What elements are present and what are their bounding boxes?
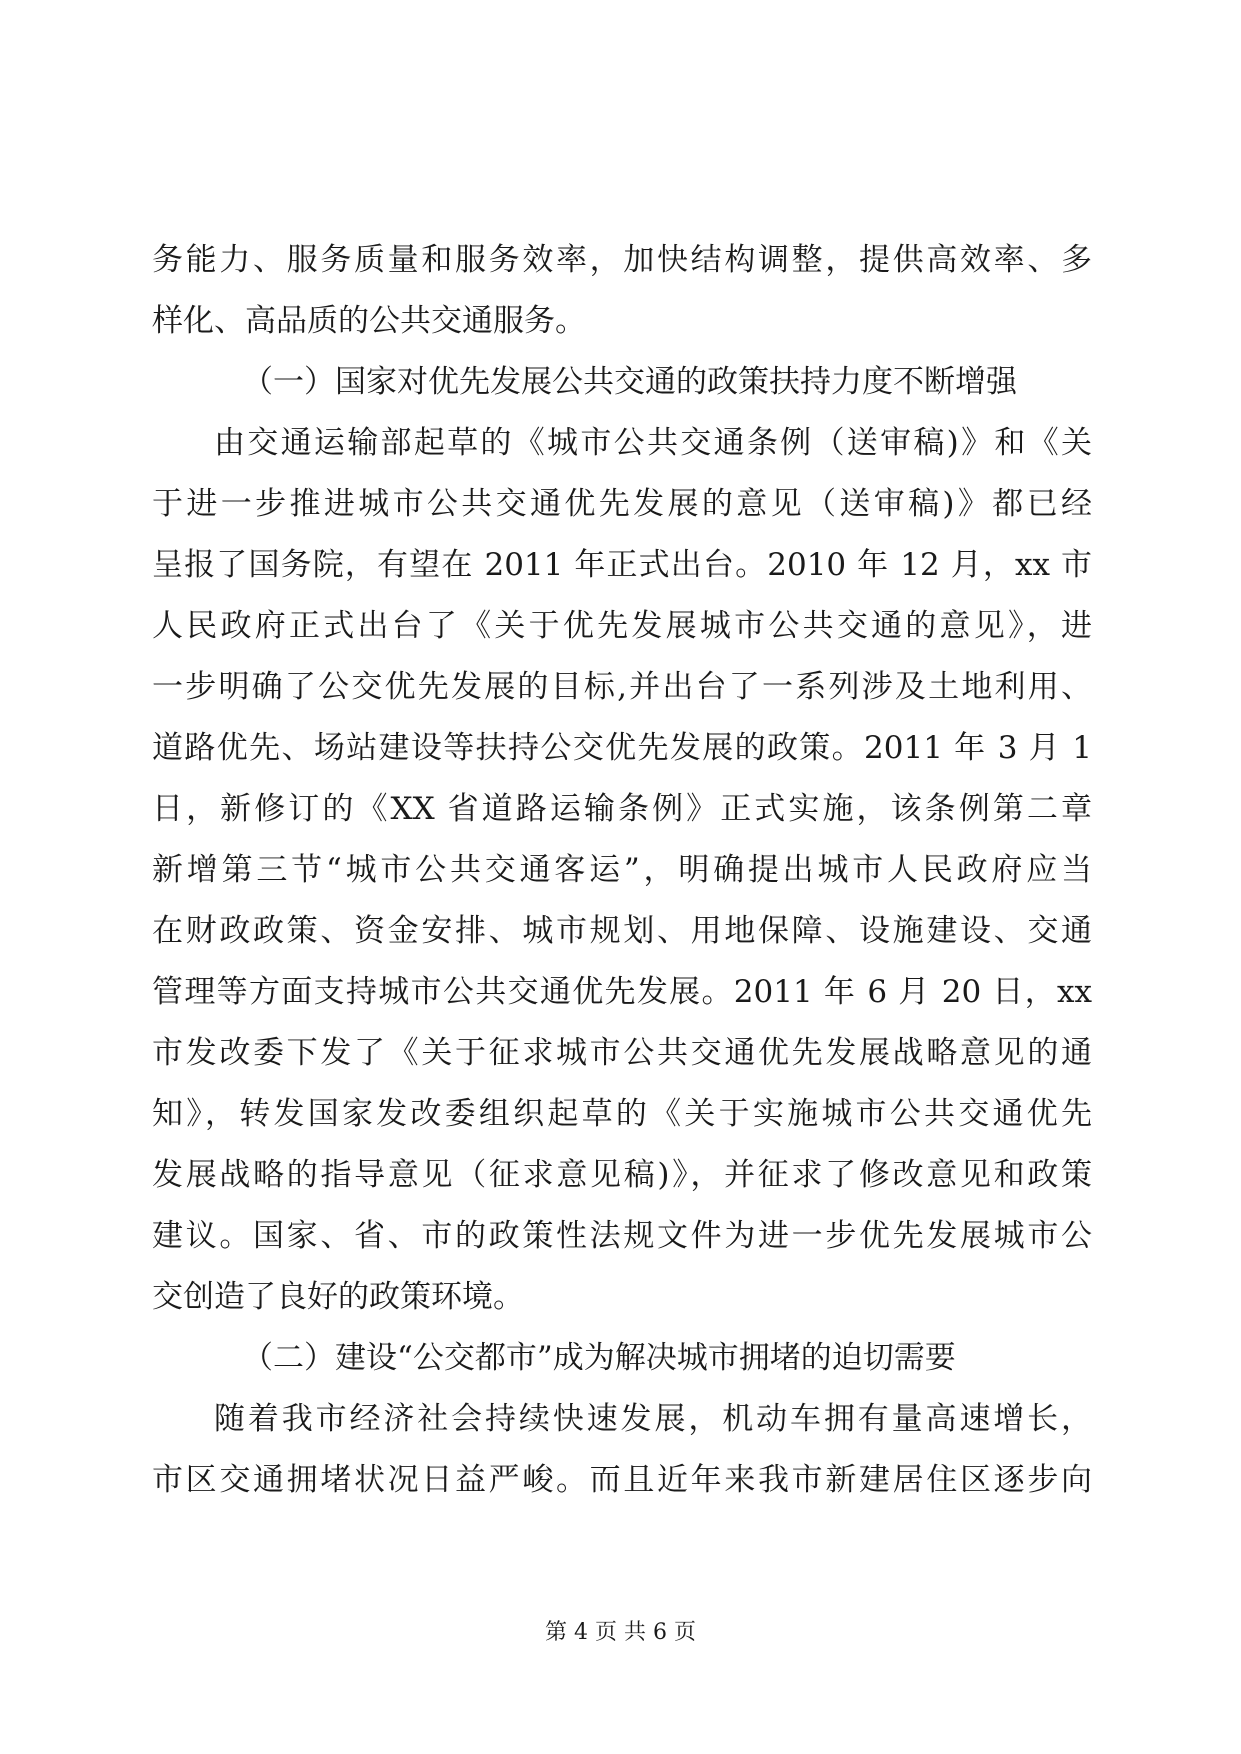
text-line: 随着我市经济社会持续快速发展，机动车拥有量高速增长，: [214, 1401, 1092, 1437]
section-heading: （二）建设“公交都市”成为解决城市拥堵的迫切需要: [242, 1340, 956, 1376]
text-line: 管理等方面支持城市公共交通优先发展。2011 年 6 月 20 日，xx: [152, 974, 1092, 1010]
text-line: 道路优先、场站建设等扶持公交优先发展的政策。2011 年 3 月 1: [152, 730, 1092, 766]
text-line: 市发改委下发了《关于征求城市公共交通优先发展战略意见的通: [152, 1035, 1092, 1071]
text-line: 样化、高品质的公共交通服务。: [152, 303, 586, 339]
text-line: 建议。国家、省、市的政策性法规文件为进一步优先发展城市公: [152, 1218, 1092, 1254]
text-line: 由交通运输部起草的《城市公共交通条例（送审稿)》和《关: [214, 425, 1092, 461]
text-line: 人民政府正式出台了《关于优先发展城市公共交通的意见》，进: [152, 608, 1092, 644]
text-line: 知》，转发国家发改委组织起草的《关于实施城市公共交通优先: [152, 1096, 1092, 1132]
section-heading: （一）国家对优先发展公共交通的政策扶持力度不断增强: [242, 364, 1017, 400]
body-text: [152, 230, 1092, 1511]
text-line: 一步明确了公交优先发展的目标,并出台了一系列涉及土地利用、: [152, 669, 1092, 705]
page-number-footer: 第 4 页 共 6 页: [545, 1620, 696, 1645]
text-line: 务能力、服务质量和服务效率，加快结构调整，提供高效率、多: [152, 242, 1092, 278]
text-line: 发展战略的指导意见（征求意见稿)》，并征求了修改意见和政策: [152, 1157, 1092, 1193]
text-line: 交创造了良好的政策环境。: [152, 1279, 524, 1315]
text-line: 在财政政策、资金安排、城市规划、用地保障、设施建设、交通: [152, 913, 1092, 949]
text-line: 于进一步推进城市公共交通优先发展的意见（送审稿)》都已经: [152, 486, 1092, 522]
text-line: 呈报了国务院，有望在 2011 年正式出台。2010 年 12 月，xx 市: [152, 547, 1092, 583]
text-line: 日，新修订的《XX 省道路运输条例》正式实施，该条例第二章: [152, 791, 1092, 827]
text-line: 新增第三节“城市公共交通客运”，明确提出城市人民政府应当: [152, 852, 1092, 888]
text-line: 市区交通拥堵状况日益严峻。而且近年来我市新建居住区逐步向: [152, 1462, 1092, 1498]
